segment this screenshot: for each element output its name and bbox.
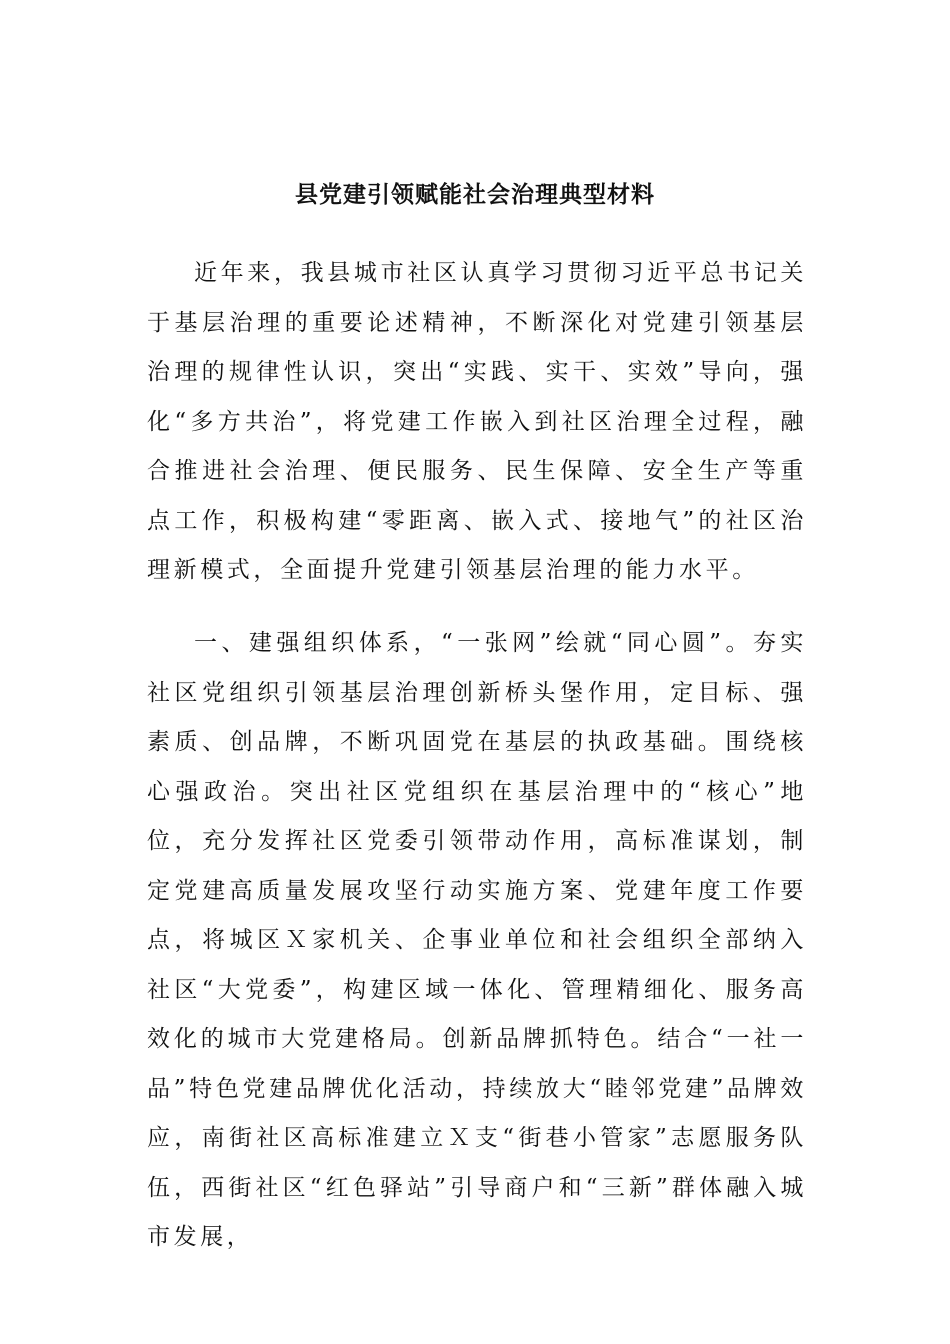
paragraph-intro: 近年来，我县城市社区认真学习贯彻习近平总书记关于基层治理的重要论述精神，不断深化对党建引领基层治理的规律性认识，突出“实践、实干、实效”导向，强化“多方共治”，将党建工作嵌入到社区治理全过程，融合推进社会治理、便民服务、民生保障、安全生产等重点工作，积极构建“零距离、嵌入式、接地气”的社区治理新模式，全面提升党建引领基层治理的能力水平。 <box>147 260 807 583</box>
document-title: 县党建引领赋能社会治理典型材料 <box>295 181 655 209</box>
paragraph-section-one: 一、建强组织体系，“一张网”绘就“同心圆”。夯实社区党组织引领基层治理创新桥头堡作用，定目标、强素质、创品牌，不断巩固党在基层的执政基础。围绕核心强政治。突出社区党组织在基层治理中的“核心”地位，充分发挥社区党委引领带动作用，高标准谋划，制定党建高质量发展攻坚行动实施方案、党建年度工作要点，将城区Ｘ家机关、企事业单位和社会组织全部纳入社区“大党委”，构建区域一体化、管理精细化、服务高效化的城市大党建格局。创新品牌抓特色。结合“一社一品”特色党建品牌优化活动，持续放大“睦邻党建”品牌效应，南街社区高标准建立Ｘ支“街巷小管家”志愿服务队伍，西街社区“红色驿站”引导商户和“三新”群体融入城市发展， <box>147 630 807 1250</box>
